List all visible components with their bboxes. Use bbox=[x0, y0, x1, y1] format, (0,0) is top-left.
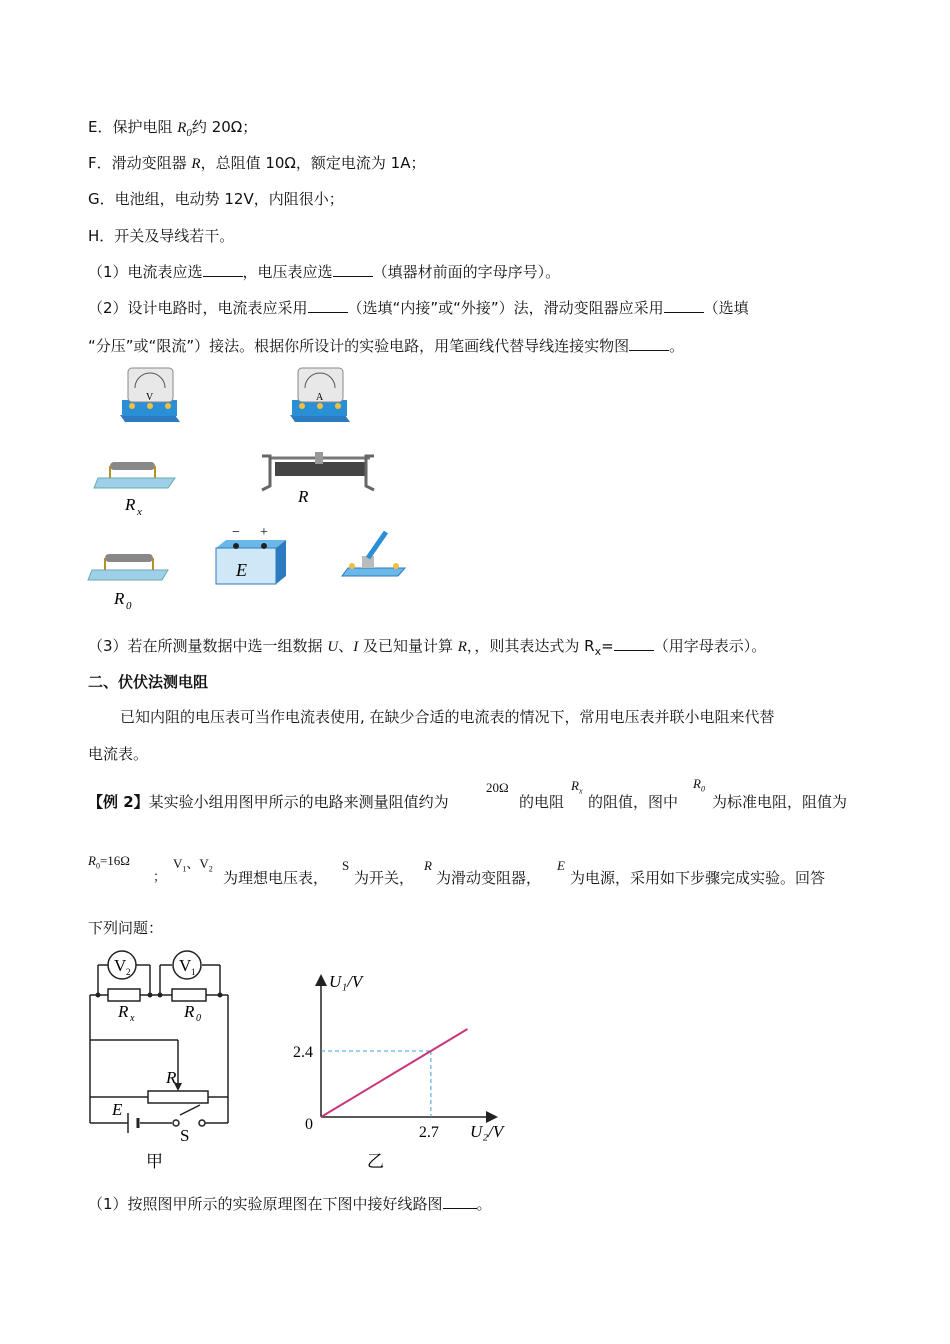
ammeter-icon bbox=[290, 368, 350, 422]
origin-label: 0 bbox=[305, 1116, 313, 1133]
example-2-text: 的电阻 bbox=[519, 793, 565, 811]
apparatus-figure bbox=[80, 360, 420, 620]
section-title: 二、伏伏法测电阻 bbox=[88, 673, 209, 691]
example-2-line-1: 【例 2】某实验小组用图甲所示的电路来测量阻值约为 bbox=[88, 793, 449, 811]
svg-text:−: − bbox=[232, 525, 240, 540]
question-3: （3）若在所测量数据中选一组数据 U、I 及已知量计算 R，，则其表达式为 $R_x=$ （用字母表示）。 bbox=[88, 637, 767, 658]
final-question: （1）按照图甲所示的实验原理图在下图中接好线路图 。 bbox=[88, 1195, 492, 1213]
rheostat-icon bbox=[262, 452, 374, 506]
svg-text:R: R bbox=[125, 495, 136, 514]
svg-text:2: 2 bbox=[126, 967, 131, 977]
intro-line-1: 已知内阻的电压表可当作电流表使用, 在缺少合适的电流表的情况下，常用电压表并联小电阻来代替 bbox=[120, 708, 775, 726]
example-2-line-3: 下列问题： bbox=[88, 919, 164, 937]
resistor-r0-icon bbox=[88, 554, 168, 612]
option-e: E．保护电阻 $R_0$约 20Ω； bbox=[88, 118, 258, 139]
symbol-s: S bbox=[342, 858, 350, 873]
example-2-text: 为电源，采用如下步骤完成实验。回答 bbox=[570, 869, 826, 887]
svg-text:E: E bbox=[112, 1100, 123, 1119]
option-g: G．电池组，电动势 12V，内阻很小； bbox=[88, 190, 344, 208]
answer-blank[interactable] bbox=[614, 636, 654, 651]
example-2-text: 为理想电压表， bbox=[223, 869, 329, 887]
svg-text:V: V bbox=[114, 956, 127, 975]
question-2: （2）设计电路时，电流表应采用 （选填“内接”或“外接”）法，滑动变阻器应采用 （选填 bbox=[88, 299, 749, 317]
svg-text:E: E bbox=[236, 560, 247, 580]
symbol-e: E bbox=[557, 858, 565, 873]
u1-u2-graph bbox=[285, 965, 525, 1175]
svg-text:V: V bbox=[146, 392, 154, 403]
switch-icon bbox=[342, 532, 405, 576]
question-2-cont: “分压”或“限流”）接法。根据你所设计的实验电路，用笔画线代替导线连接实物图 。 bbox=[88, 337, 685, 355]
option-f: F．滑动变阻器 R，总阻值 10Ω，额定电流为 1A； bbox=[88, 154, 426, 172]
example-2-text: 为开关， bbox=[354, 869, 415, 887]
voltmeter-symbols: $V_1$、$V_2$ bbox=[173, 856, 213, 874]
svg-text:R: R bbox=[298, 487, 309, 506]
svg-text:0: 0 bbox=[196, 1013, 201, 1024]
svg-text:S: S bbox=[180, 1126, 190, 1145]
voltmeter-icon bbox=[120, 368, 180, 422]
svg-text:1: 1 bbox=[191, 967, 196, 977]
data-line bbox=[321, 1029, 468, 1117]
svg-text:+: + bbox=[260, 525, 268, 540]
intro-line-2: 电流表。 bbox=[88, 745, 149, 763]
svg-text:R: R bbox=[184, 1002, 195, 1021]
example-2-text: 为标准电阻，阻值为 bbox=[712, 793, 848, 811]
svg-text:甲: 甲 bbox=[146, 1152, 163, 1171]
answer-blank[interactable] bbox=[629, 336, 669, 351]
circuit-diagram bbox=[80, 945, 250, 1175]
r0-equation: $R_0=16\Omega$ bbox=[88, 853, 130, 871]
svg-text:A: A bbox=[316, 392, 324, 403]
y-axis-label: U₁/V bbox=[329, 972, 363, 991]
answer-blank[interactable] bbox=[203, 262, 243, 277]
svg-text:V: V bbox=[179, 956, 192, 975]
semicolon: ； bbox=[153, 870, 167, 885]
symbol-r: R bbox=[424, 858, 432, 873]
question-1: （1）电流表应选 ，电压表应选 （填器材前面的字母序号）。 bbox=[88, 263, 561, 281]
svg-text:R: R bbox=[114, 589, 125, 608]
example-2-text: 的阻值，图中 bbox=[588, 793, 679, 811]
svg-text:x: x bbox=[130, 1013, 135, 1024]
answer-blank[interactable] bbox=[664, 298, 704, 313]
svg-text:x: x bbox=[137, 506, 142, 518]
x-tick-label: 2.7 bbox=[418, 1124, 439, 1141]
svg-text:R: R bbox=[118, 1002, 129, 1021]
x-axis-label: U₂/V bbox=[470, 1122, 504, 1141]
y-tick-label: 2.4 bbox=[293, 1044, 313, 1061]
answer-blank[interactable] bbox=[443, 1194, 477, 1209]
resistance-value: 20Ω bbox=[486, 780, 509, 795]
battery-icon bbox=[216, 525, 286, 584]
answer-blank[interactable] bbox=[308, 298, 348, 313]
symbol-r0: $R_0$ bbox=[693, 776, 705, 794]
answer-blank[interactable] bbox=[333, 262, 373, 277]
resistor-rx-icon bbox=[94, 462, 175, 518]
graph-caption: 乙 bbox=[367, 1152, 384, 1171]
svg-text:R: R bbox=[166, 1068, 177, 1087]
option-h: H．开关及导线若干。 bbox=[88, 227, 235, 245]
example-2-text: 为滑动变阻器， bbox=[436, 869, 542, 887]
symbol-rx: $R_x$ bbox=[571, 778, 583, 796]
svg-text:0: 0 bbox=[126, 600, 132, 612]
